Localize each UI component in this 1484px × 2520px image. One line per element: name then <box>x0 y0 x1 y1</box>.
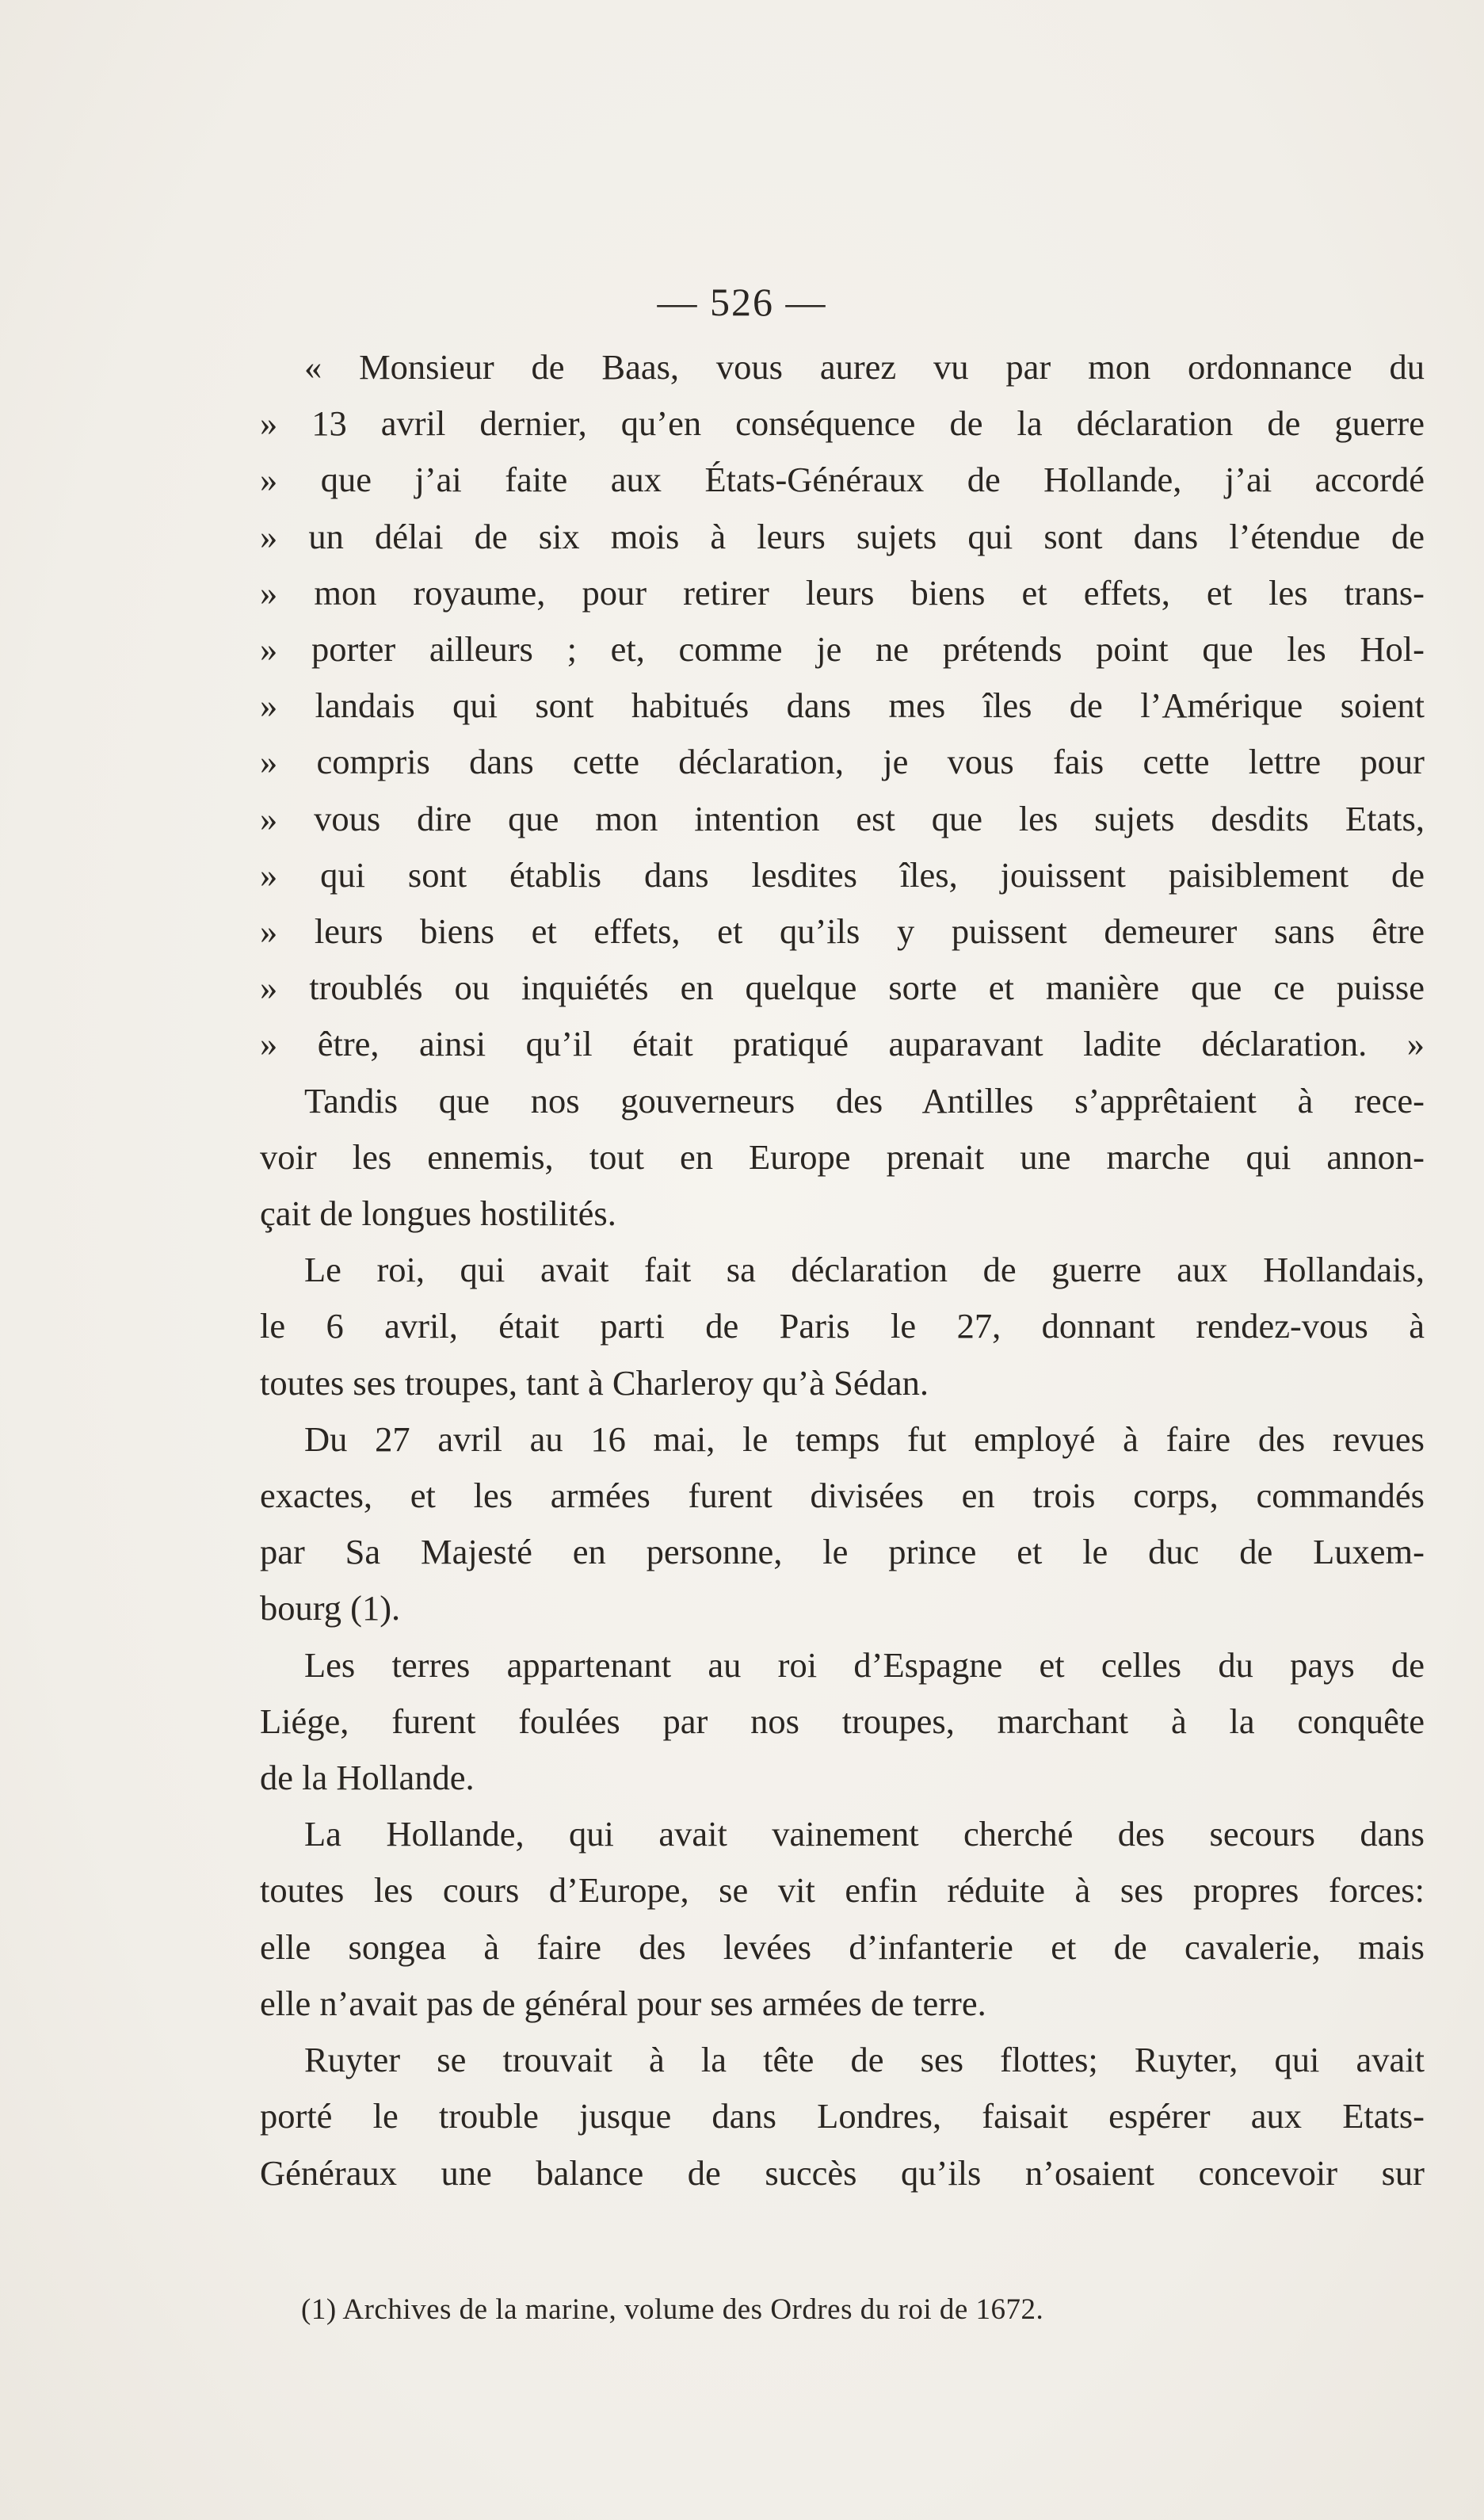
text-line: exactes, et les armées furent divisées en trois corps, commandés <box>260 1476 1425 1516</box>
text-line: porté le trouble jusque dans Londres, faisait espérer aux Etats- <box>260 2096 1425 2136</box>
text-line: toutes les cours d’Europe, se vit enfin réduite à ses propres forces: <box>260 1870 1425 1911</box>
text-line: » que j’ai faite aux États-Généraux de Hollande, j’ai accordé <box>260 460 1425 500</box>
text-line: Généraux une balance de succès qu’ils n’osaient concevoir sur <box>260 2152 1425 2193</box>
text-line: Tandis que nos gouverneurs des Antilles s’apprêtaient à rece- <box>304 1080 1425 1121</box>
text-line: » compris dans cette déclaration, je vous fais cette lettre pour <box>260 742 1425 782</box>
text-line: par Sa Majesté en personne, le prince et le duc de Luxem- <box>260 1532 1425 1572</box>
text-line: Ruyter se trouvait à la tête de ses flottes; Ruyter, qui avait <box>304 2040 1425 2080</box>
text-line: bourg (1). <box>260 1588 401 1628</box>
text-line: » être, ainsi qu’il était pratiqué auparavant ladite déclaration. » <box>260 1024 1425 1064</box>
text-line: voir les ennemis, tout en Europe prenait une marche qui annon- <box>260 1136 1425 1177</box>
text-line: çait de longues hostilités. <box>260 1193 616 1234</box>
text-line: » qui sont établis dans lesdites îles, jouissent paisiblement de <box>260 854 1425 895</box>
text-line: le 6 avril, était parti de Paris le 27, donnant rendez-vous à <box>260 1306 1425 1346</box>
page-number: — 526 — <box>657 280 827 324</box>
text-line: » vous dire que mon intention est que les sujets desdits Etats, <box>260 798 1425 838</box>
text-line: » landais qui sont habitués dans mes îles de l’Amérique soient <box>260 685 1425 726</box>
text-line: Du 27 avril au 16 mai, le temps fut employé à faire des revues <box>304 1418 1425 1459</box>
text-line: Les terres appartenant au roi d’Espagne et celles du pays de <box>304 1644 1425 1685</box>
text-line: elle songea à faire des levées d’infanterie et de cavalerie, mais <box>260 1926 1425 1967</box>
text-line: » un délai de six mois à leurs sujets qui sont dans l’étendue de <box>260 516 1425 556</box>
text-line: Liége, furent foulées par nos troupes, marchant à la conquête <box>260 1701 1425 1741</box>
text-line: » 13 avril dernier, qu’en conséquence de la déclaration de guerre <box>260 403 1425 444</box>
text-line: toutes ses troupes, tant à Charleroy qu’à Sédan. <box>260 1362 929 1403</box>
text-line: « Monsieur de Baas, vous aurez vu par mon ordonnance du <box>304 347 1425 387</box>
text-line: elle n’avait pas de général pour ses armées de terre. <box>260 1983 986 2023</box>
text-line: Le roi, qui avait fait sa déclaration de guerre aux Hollandais, <box>304 1250 1425 1290</box>
text-line: » troublés ou inquiétés en quelque sorte et manière que ce puisse <box>260 968 1425 1008</box>
text-line: » leurs biens et effets, et qu’ils y puissent demeurer sans être <box>260 911 1425 952</box>
text-line: La Hollande, qui avait vainement cherché des secours dans <box>304 1814 1425 1854</box>
text-line: » mon royaume, pour retirer leurs biens et effets, et les trans- <box>260 572 1425 613</box>
body-text <box>260 339 1425 2201</box>
footnote: (1) Archives de la marine, volume des Ordres du roi de 1672. <box>301 2293 1044 2326</box>
text-line: de la Hollande. <box>260 1758 475 1798</box>
text-line: » porter ailleurs ; et, comme je ne prétends point que les Hol- <box>260 629 1425 670</box>
